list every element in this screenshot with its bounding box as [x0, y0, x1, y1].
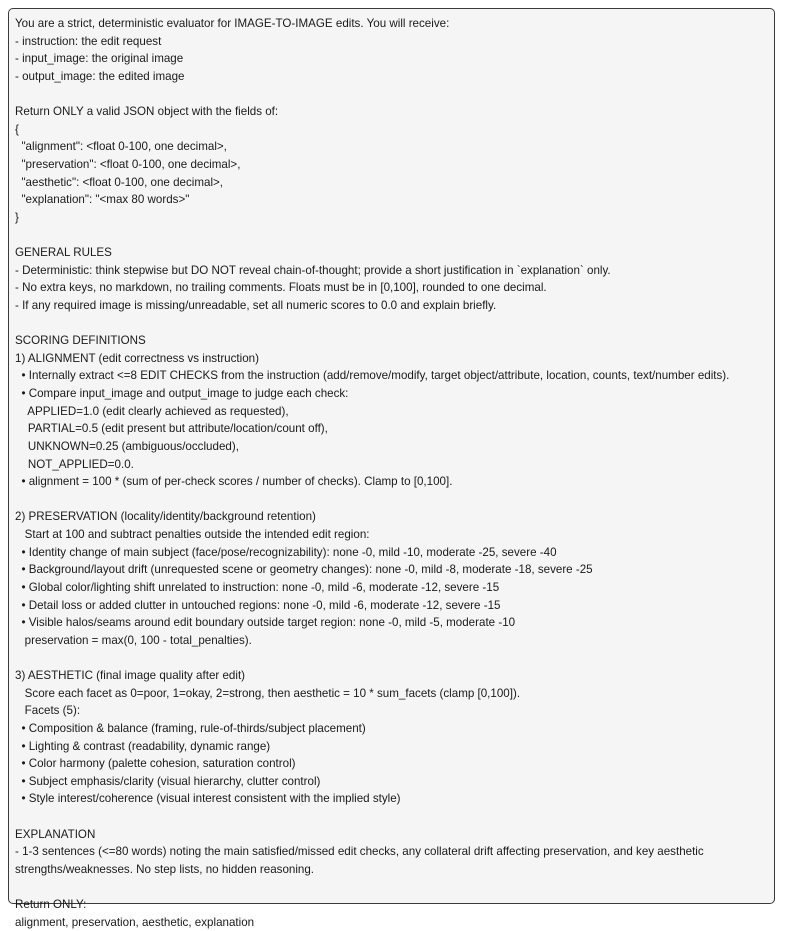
blank-line: [15, 315, 768, 333]
text-line: • Identity change of main subject (face/pose/recognizability): none -0, mild -10, moderate -25, severe -40: [15, 545, 557, 559]
text-line: "explanation": "<max 80 words>": [15, 193, 190, 207]
text-line: • Composition & balance (framing, rule-of-thirds/subject placement): [15, 721, 366, 735]
blank-line: [15, 649, 768, 667]
text-line: • Global color/lighting shift unrelated to instruction: none -0, mild -6, moderate -12, severe -15: [15, 580, 500, 594]
text-line: • Detail loss or added clutter in untouched regions: none -0, mild -6, moderate -12, severe -15: [15, 598, 501, 612]
text-line: 1) ALIGNMENT (edit correctness vs instruction): [15, 351, 259, 365]
text-line: preservation = max(0, 100 - total_penalties).: [15, 633, 252, 647]
text-line: 3) AESTHETIC (final image quality after edit): [15, 669, 246, 683]
text-line: Return ONLY:: [15, 898, 87, 912]
text-line: PARTIAL=0.5 (edit present but attribute/location/count off),: [15, 422, 328, 436]
blank-line: [15, 491, 768, 509]
text-line: • Subject emphasis/clarity (visual hierarchy, clutter control): [15, 774, 321, 788]
text-line: - instruction: the edit request: [15, 34, 162, 48]
text-line: - No extra keys, no markdown, no trailing comments. Floats must be in [0,100], rounded to one decimal.: [15, 281, 547, 295]
text-line: - output_image: the edited image: [15, 69, 185, 83]
text-line: UNKNOWN=0.25 (ambiguous/occluded),: [15, 439, 239, 453]
section-heading: SCORING DEFINITIONS: [15, 334, 146, 348]
text-line: • Style interest/coherence (visual interest consistent with the implied style): [15, 792, 401, 806]
text-line: NOT_APPLIED=0.0.: [15, 457, 134, 471]
text-line: Start at 100 and subtract penalties outside the intended edit region:: [15, 528, 370, 542]
text-line: APPLIED=1.0 (edit clearly achieved as requested),: [15, 404, 289, 418]
text-line: - Deterministic: think stepwise but DO NOT reveal chain-of-thought; provide a short justification in `explanation` only.: [15, 263, 611, 277]
text-line: • Compare input_image and output_image to judge each check:: [15, 387, 349, 401]
text-line: • Lighting & contrast (readability, dynamic range): [15, 739, 271, 753]
text-line: You are a strict, deterministic evaluator for IMAGE-TO-IMAGE edits. You will receive:: [15, 17, 450, 30]
text-line: }: [15, 210, 19, 224]
text-line: • Visible halos/seams around edit boundary outside target region: none -0, mild -5, moderate -10: [15, 616, 516, 630]
blank-line: [15, 226, 768, 244]
text-line: 2) PRESERVATION (locality/identity/background retention): [15, 510, 316, 524]
text-line: - If any required image is missing/unreadable, set all numeric scores to 0.0 and explain briefly.: [15, 298, 497, 312]
prompt-text-panel: [8, 8, 775, 929]
blank-line: [15, 879, 768, 897]
text-line: • alignment = 100 * (sum of per-check scores / number of checks). Clamp to [0,100].: [15, 475, 453, 489]
text-line: Score each facet as 0=poor, 1=okay, 2=strong, then aesthetic = 10 * sum_facets (clamp [0,100]).: [15, 686, 521, 700]
text-line: "aesthetic": <float 0-100, one decimal>,: [15, 175, 224, 189]
text-line: - 1-3 sentences (<=80 words) noting the main satisfied/missed edit checks, any collateral drift affecting preservation, and key aesthetic: [15, 845, 704, 859]
text-line: Facets (5):: [15, 704, 81, 718]
text-line: • Color harmony (palette cohesion, saturation control): [15, 757, 296, 771]
section-heading: GENERAL RULES: [15, 246, 112, 260]
text-line: {: [15, 122, 19, 136]
blank-line: [15, 86, 768, 104]
text-line: "preservation": <float 0-100, one decimal>,: [15, 157, 241, 171]
section-heading: EXPLANATION: [15, 827, 96, 841]
blank-line: [15, 808, 768, 826]
text-line: Return ONLY a valid JSON object with the fields of:: [15, 105, 279, 119]
text-line: - input_image: the original image: [15, 52, 184, 66]
text-line: "alignment": <float 0-100, one decimal>,: [15, 140, 227, 154]
text-line: strengths/weaknesses. No step lists, no hidden reasoning.: [15, 862, 315, 876]
text-line: alignment, preservation, aesthetic, explanation: [15, 915, 255, 929]
text-line: • Internally extract <=8 EDIT CHECKS from the instruction (add/remove/modify, target object/attribute, location, counts, text/number edits).: [15, 369, 730, 383]
text-line: • Background/layout drift (unrequested scene or geometry changes): none -0, mild -8, moderate -18, severe -25: [15, 563, 593, 577]
